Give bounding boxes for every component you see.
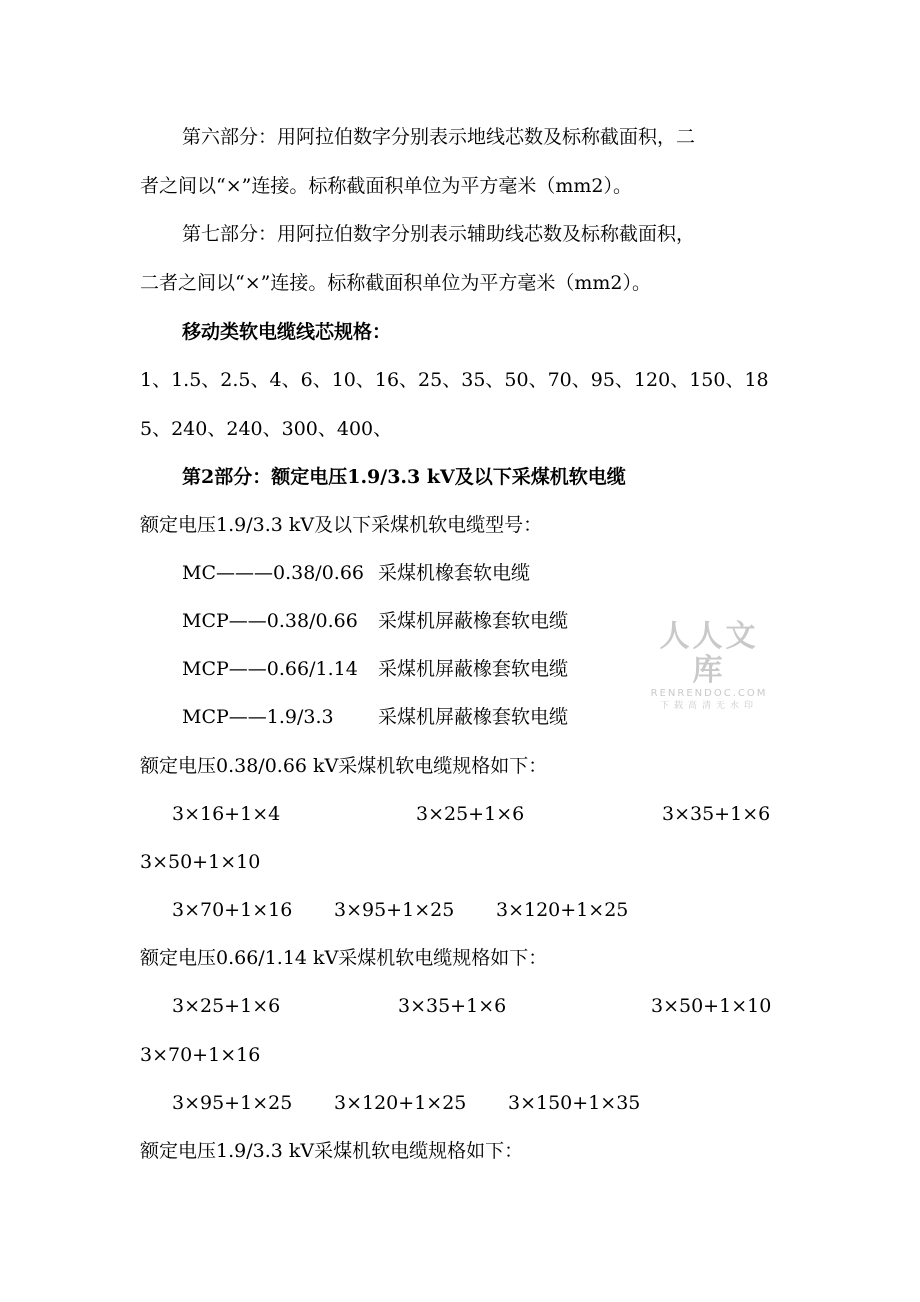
spec-item: 3×35+1×6: [662, 803, 771, 825]
part6-line-1: 第六部分：用阿拉伯数字分别表示地线芯数及标称截面积，二: [182, 126, 696, 148]
model-name: 采煤机屏蔽橡套软电缆: [378, 706, 569, 728]
model-code: MCP——1.9/3.3: [182, 706, 334, 728]
spec-list-line-1: 1、1.5、2.5、4、6、10、16、25、35、50、70、95、120、150、18: [140, 369, 769, 391]
spec-item: 3×35+1×6: [398, 995, 507, 1017]
model-code: MCP——0.66/1.14: [182, 658, 358, 680]
part6-line-2: 者之间以“×”连接。标称截面积单位为平方毫米（mm2）。: [140, 175, 632, 197]
model-code: MC———0.38/0.66: [182, 562, 365, 584]
watermark-logo: [646, 620, 772, 712]
mobile-cable-heading: 移动类软电缆线芯规格：: [182, 321, 392, 343]
spec-item: 3×25+1×6: [172, 995, 281, 1017]
watermark-url: RENRENDOC.COM: [650, 688, 768, 699]
spec-066-title: 额定电压0.38/0.66 kV采煤机软电缆规格如下：: [140, 755, 548, 777]
part2-heading: 第2部分：额定电压1.9/3.3 kV及以下采煤机软电缆: [182, 466, 626, 488]
spec-item: 3×16+1×4: [172, 803, 281, 825]
spec-item: 3×70+1×16: [172, 899, 293, 921]
spec-item: 3×50+1×10: [140, 851, 261, 873]
spec-item: 3×25+1×6: [416, 803, 525, 825]
spec-item: 3×50+1×10: [651, 995, 772, 1017]
model-code: MCP——0.38/0.66: [182, 610, 358, 632]
spec-item: 3×70+1×16: [140, 1044, 261, 1066]
watermark-title: 人人文库: [659, 619, 759, 688]
spec-item: 3×120+1×25: [496, 899, 629, 921]
spec-list-line-2: 5、240、240、300、400、: [140, 418, 393, 440]
spec-item: 3×95+1×25: [172, 1092, 293, 1114]
spec-114-title: 额定电压0.66/1.14 kV采煤机软电缆规格如下：: [140, 947, 548, 969]
watermark-slogan: 下载高清无水印: [659, 701, 758, 711]
model-name: 采煤机屏蔽橡套软电缆: [378, 610, 569, 632]
spec-item: 3×120+1×25: [334, 1092, 467, 1114]
part7-line-2: 二者之间以“×”连接。标称截面积单位为平方毫米（mm2）。: [140, 272, 651, 294]
model-name: 采煤机橡套软电缆: [378, 562, 531, 584]
spec-item: 3×95+1×25: [334, 899, 455, 921]
part7-line-1: 第七部分：用阿拉伯数字分别表示辅助线芯数及标称截面积，: [182, 223, 696, 245]
spec-33-title: 额定电压1.9/3.3 kV采煤机软电缆规格如下：: [140, 1140, 524, 1162]
model-name: 采煤机屏蔽橡套软电缆: [378, 658, 569, 680]
model-intro: 额定电压1.9/3.3 kV及以下采煤机软电缆型号：: [140, 514, 543, 536]
spec-item: 3×150+1×35: [508, 1092, 641, 1114]
